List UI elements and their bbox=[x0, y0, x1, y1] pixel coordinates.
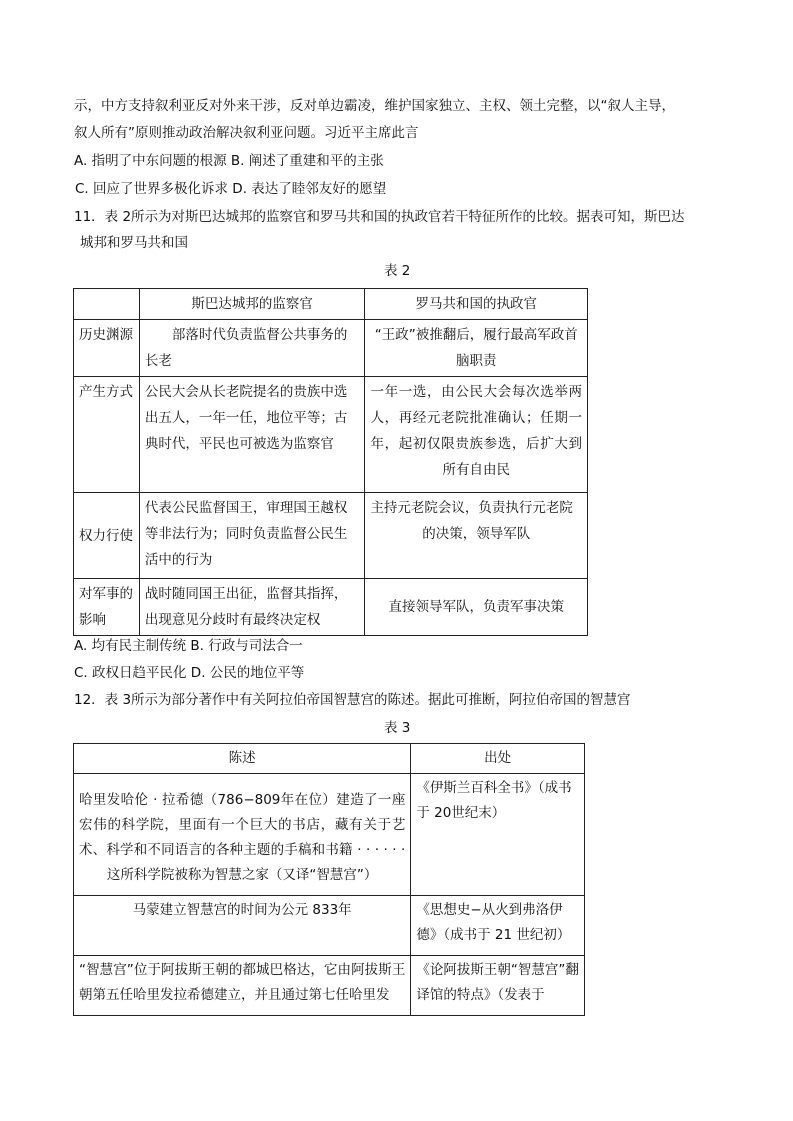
q12-stem-line1: 12．表 3所示为部分著作中有关阿拉伯帝国智慧宫的陈述。据此可推断，阿拉伯帝国的智慧宫 bbox=[74, 692, 631, 708]
q11-options-cd: C. 政权日趋平民化 D. 公民的地位平等 bbox=[74, 665, 305, 681]
table-header-cell: 出处 bbox=[411, 744, 585, 774]
statement-cell: 马蒙建立智慧宫的时间为公元 833年 bbox=[74, 896, 411, 956]
source-cell: 《伊斯兰百科全书》（成书于 20世纪末） bbox=[411, 774, 585, 896]
row-label: 权力行使 bbox=[74, 493, 140, 579]
rome-cell: 主持元老院会议，负责执行元老院的决策，领导军队 bbox=[365, 493, 588, 579]
q10-options-cd: C. 回应了世界多极化诉求 D. 表达了睦邻友好的愿望 bbox=[75, 181, 387, 197]
q10-options-ab: A. 指明了中东问题的根源 B. 阐述了重建和平的主张 bbox=[74, 153, 384, 169]
q11-stem-line2: 城邦和罗马共和国 bbox=[80, 235, 188, 251]
row-label: 产生方式 bbox=[74, 377, 140, 493]
statement-cell: “智慧宫”位于阿拔斯王朝的都城巴格达，它由阿拔斯王朝第五任哈里发拉希德建立，并且通过第七任哈里发 bbox=[74, 956, 411, 1016]
table3-caption: 表 3 bbox=[384, 720, 411, 736]
table-row bbox=[74, 377, 588, 493]
table-3 bbox=[73, 743, 585, 1016]
table-header-row bbox=[74, 289, 588, 320]
table-row bbox=[74, 956, 585, 1016]
table-row bbox=[74, 493, 588, 579]
statement-cell: 哈里发哈伦 · 拉希德（786−809年在位）建造了一座宏伟的科学院，里面有一个巨大的书店，藏有关于艺术、科学和不同语言的各种主题的手稿和书籍 · · · · · · 这所科学院被称为智慧之家（又译“智慧宫”） bbox=[74, 774, 411, 896]
row-label: 对军事的影响 bbox=[74, 579, 140, 636]
table-header-row bbox=[74, 744, 585, 774]
table-row bbox=[74, 896, 585, 956]
source-cell: 《思想史−从火到弗洛伊德》（成书于 21 世纪初） bbox=[411, 896, 585, 956]
q10-stem-line2: 叙人所有”原则推动政治解决叙利亚问题。习近平主席此言 bbox=[74, 125, 419, 141]
sparta-cell: 公民大会从长老院提名的贵族中选出五人，一年一任，地位平等；古典时代，平民也可被选为监察官 bbox=[139, 377, 365, 493]
q10-stem-line1: 示，中方支持叙利亚反对外来干涉，反对单边霸凌，维护国家独立、主权、领土完整，以“叙人主导， bbox=[74, 98, 675, 114]
source-cell: 《论阿拔斯王朝“智慧宫”翻译馆的特点》（发表于 bbox=[411, 956, 585, 1016]
row-label: 历史渊源 bbox=[74, 320, 140, 377]
q11-stem-line1: 11．表 2所示为对斯巴达城邦的监察官和罗马共和国的执政官若干特征所作的比较。据表可知，斯巴达 bbox=[74, 209, 685, 225]
rome-cell: 直接领导军队，负责军事决策 bbox=[365, 579, 588, 636]
table-header-cell bbox=[74, 289, 140, 320]
table-row bbox=[74, 320, 588, 377]
q11-options-ab: A. 均有民主制传统 B. 行政与司法合一 bbox=[74, 638, 303, 654]
sparta-cell: 战时随同国王出征，监督其指挥，出现意见分歧时有最终决定权 bbox=[139, 579, 365, 636]
rome-cell: 一年一选，由公民大会每次选举两人，再经元老院批准确认；任期一年，起初仅限贵族参选，后扩大到所有自由民 bbox=[365, 377, 588, 493]
sparta-cell: 部落时代负责监督公共事务的长老 bbox=[139, 320, 365, 377]
table-header-cell: 斯巴达城邦的监察官 bbox=[139, 289, 365, 320]
table-row bbox=[74, 579, 588, 636]
sparta-cell: 代表公民监督国王，审理国王越权等非法行为；同时负责监督公民生活中的行为 bbox=[139, 493, 365, 579]
table-row bbox=[74, 774, 585, 896]
table-2 bbox=[73, 288, 588, 636]
table2-caption: 表 2 bbox=[384, 263, 411, 279]
table-header-cell: 陈述 bbox=[74, 744, 411, 774]
table-header-cell: 罗马共和国的执政官 bbox=[365, 289, 588, 320]
rome-cell: “王政”被推翻后，履行最高军政首脑职责 bbox=[365, 320, 588, 377]
